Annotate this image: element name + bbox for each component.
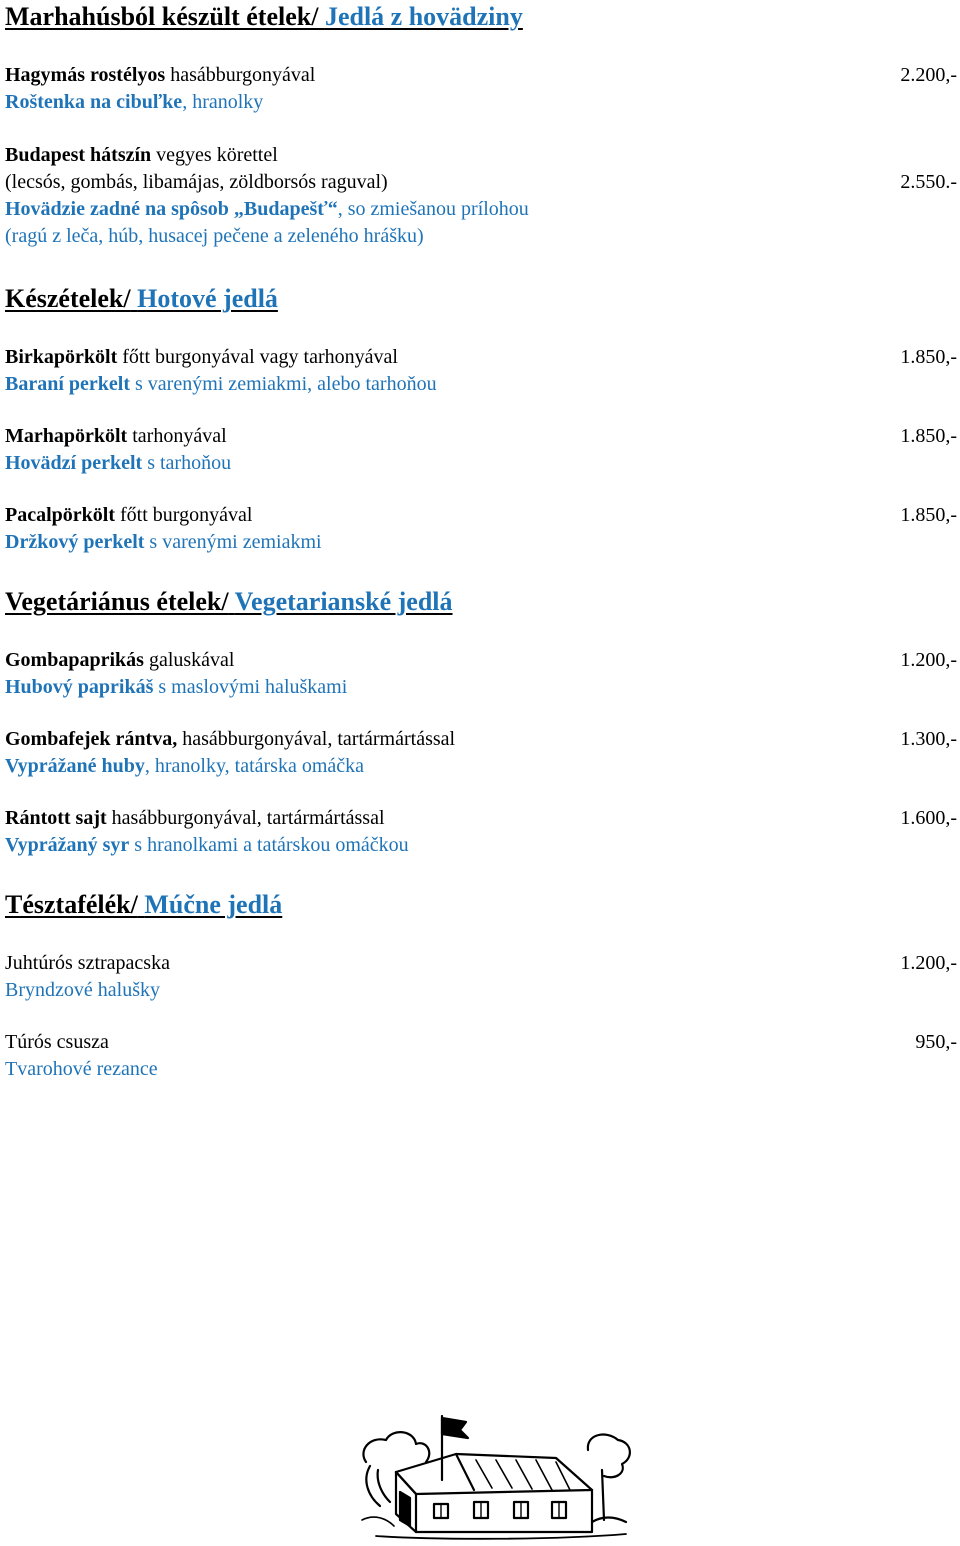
section-title-hu: Vegetáriánus ételek/ bbox=[5, 587, 229, 616]
section-title bbox=[5, 890, 957, 920]
section-title-sk: Jedlá z hovädziny bbox=[324, 2, 523, 31]
dish-name-sk: Hovädzí perkelt bbox=[5, 452, 143, 474]
section-title bbox=[5, 2, 957, 32]
dish-name-sk: Tvarohové rezance bbox=[5, 1058, 158, 1080]
dish-name-hu: Pacalpörkölt bbox=[5, 504, 115, 526]
section-title-hu: Tésztafélék/ bbox=[5, 890, 138, 919]
dish-desc-sk: s hranolkami a tatárskou omáčkou bbox=[129, 834, 409, 856]
dish-name-sk: Roštenka na cibuľke bbox=[5, 91, 183, 113]
menu-item bbox=[5, 1029, 957, 1083]
dish-desc-sk: , so zmiešanou prílohou bbox=[337, 198, 529, 220]
dish-desc-hu: főtt burgonyával bbox=[115, 504, 253, 526]
dish-price: 1.600,- bbox=[900, 807, 957, 829]
dish-price: 1.200,- bbox=[900, 952, 957, 974]
dish-price: 950,- bbox=[915, 1031, 957, 1053]
dish-name-hu: Hagymás rostélyos bbox=[5, 64, 166, 86]
dish-desc-sk: , hranolky, tatárska omáčka bbox=[144, 755, 365, 777]
section-title-sk: Vegetarianské jedlá bbox=[234, 587, 453, 616]
menu-item bbox=[5, 62, 957, 116]
dish-desc-sk: s varenými zemiakmi bbox=[144, 531, 322, 553]
dish-name-sk: Vyprážaný syr bbox=[5, 834, 130, 856]
dish-name-hu: Gombapaprikás bbox=[5, 649, 144, 671]
dish-name-hu: Marhapörkölt bbox=[5, 425, 128, 447]
dish-price: 2.200,- bbox=[900, 64, 957, 86]
dish-name-sk: Hubový paprikáš bbox=[5, 676, 154, 698]
section-title bbox=[5, 284, 957, 314]
dish-price: 1.300,- bbox=[900, 728, 957, 750]
dish-price: 1.850,- bbox=[900, 425, 957, 447]
dish-name-sk: Baraní perkelt bbox=[5, 373, 130, 395]
menu-item bbox=[5, 423, 957, 477]
section-beef bbox=[5, 2, 957, 32]
dish-desc-hu: hasábburgonyával bbox=[165, 64, 316, 86]
dish-name-hu: Gombafejek rántva, bbox=[5, 728, 178, 750]
dish-price: 1.850,- bbox=[900, 346, 957, 368]
menu-item bbox=[5, 344, 957, 398]
menu-item bbox=[5, 726, 957, 780]
dish-name-hu: Budapest hátszín bbox=[5, 144, 152, 166]
dish-name-sk: Vyprážané huby bbox=[5, 755, 145, 777]
section-vegetarian bbox=[5, 587, 957, 617]
dish-desc-hu-line2: (lecsós, gombás, libamájas, zöldborsós raguval) bbox=[5, 171, 388, 193]
section-pasta bbox=[5, 890, 957, 920]
menu-item bbox=[5, 142, 957, 250]
dish-desc-sk: s tarhoňou bbox=[142, 452, 232, 474]
dish-desc-hu: hasábburgonyával, tartármártással bbox=[106, 807, 385, 829]
menu-item bbox=[5, 502, 957, 556]
section-title-sk: Múčne jedlá bbox=[144, 890, 283, 919]
dish-desc-sk: s maslovými haluškami bbox=[153, 676, 348, 698]
restaurant-building-drawing-icon bbox=[356, 1410, 634, 1546]
dish-desc-sk-line2: (ragú z leča, húb, husacej pečene a zeleného hrášku) bbox=[5, 225, 424, 247]
section-title bbox=[5, 587, 957, 617]
dish-name-hu: Juhtúrós sztrapacska bbox=[5, 952, 170, 974]
dish-name-hu: Rántott sajt bbox=[5, 807, 107, 829]
dish-price: 1.850,- bbox=[900, 504, 957, 526]
dish-desc-hu: vegyes körettel bbox=[151, 144, 278, 166]
menu-item bbox=[5, 950, 957, 1004]
section-title-hu: Készételek/ bbox=[5, 284, 131, 313]
dish-desc-hu: tarhonyával bbox=[127, 425, 227, 447]
dish-name-sk: Držkový perkelt bbox=[5, 531, 145, 553]
dish-name-hu: Birkapörkölt bbox=[5, 346, 118, 368]
dish-name-sk: Bryndzové halušky bbox=[5, 979, 160, 1001]
menu-item bbox=[5, 805, 957, 859]
dish-desc-hu: főtt burgonyával vagy tarhonyával bbox=[117, 346, 398, 368]
dish-desc-sk: s varenými zemiakmi, alebo tarhoňou bbox=[130, 373, 437, 395]
section-title-sk: Hotové jedlá bbox=[137, 284, 278, 313]
dish-desc-hu: galuskával bbox=[143, 649, 235, 671]
dish-desc-hu: hasábburgonyával, tartármártással bbox=[177, 728, 456, 750]
menu-item bbox=[5, 647, 957, 701]
dish-name-hu: Túrós csusza bbox=[5, 1031, 109, 1053]
dish-price: 1.200,- bbox=[900, 649, 957, 671]
dish-desc-sk: , hranolky bbox=[182, 91, 264, 113]
dish-price: 2.550.- bbox=[900, 171, 957, 193]
dish-name-sk: Hovädzie zadné na spôsob „Budapešť“ bbox=[5, 198, 338, 220]
section-ready-meals bbox=[5, 284, 957, 314]
section-title-hu: Marhahúsból készült ételek/ bbox=[5, 2, 319, 31]
